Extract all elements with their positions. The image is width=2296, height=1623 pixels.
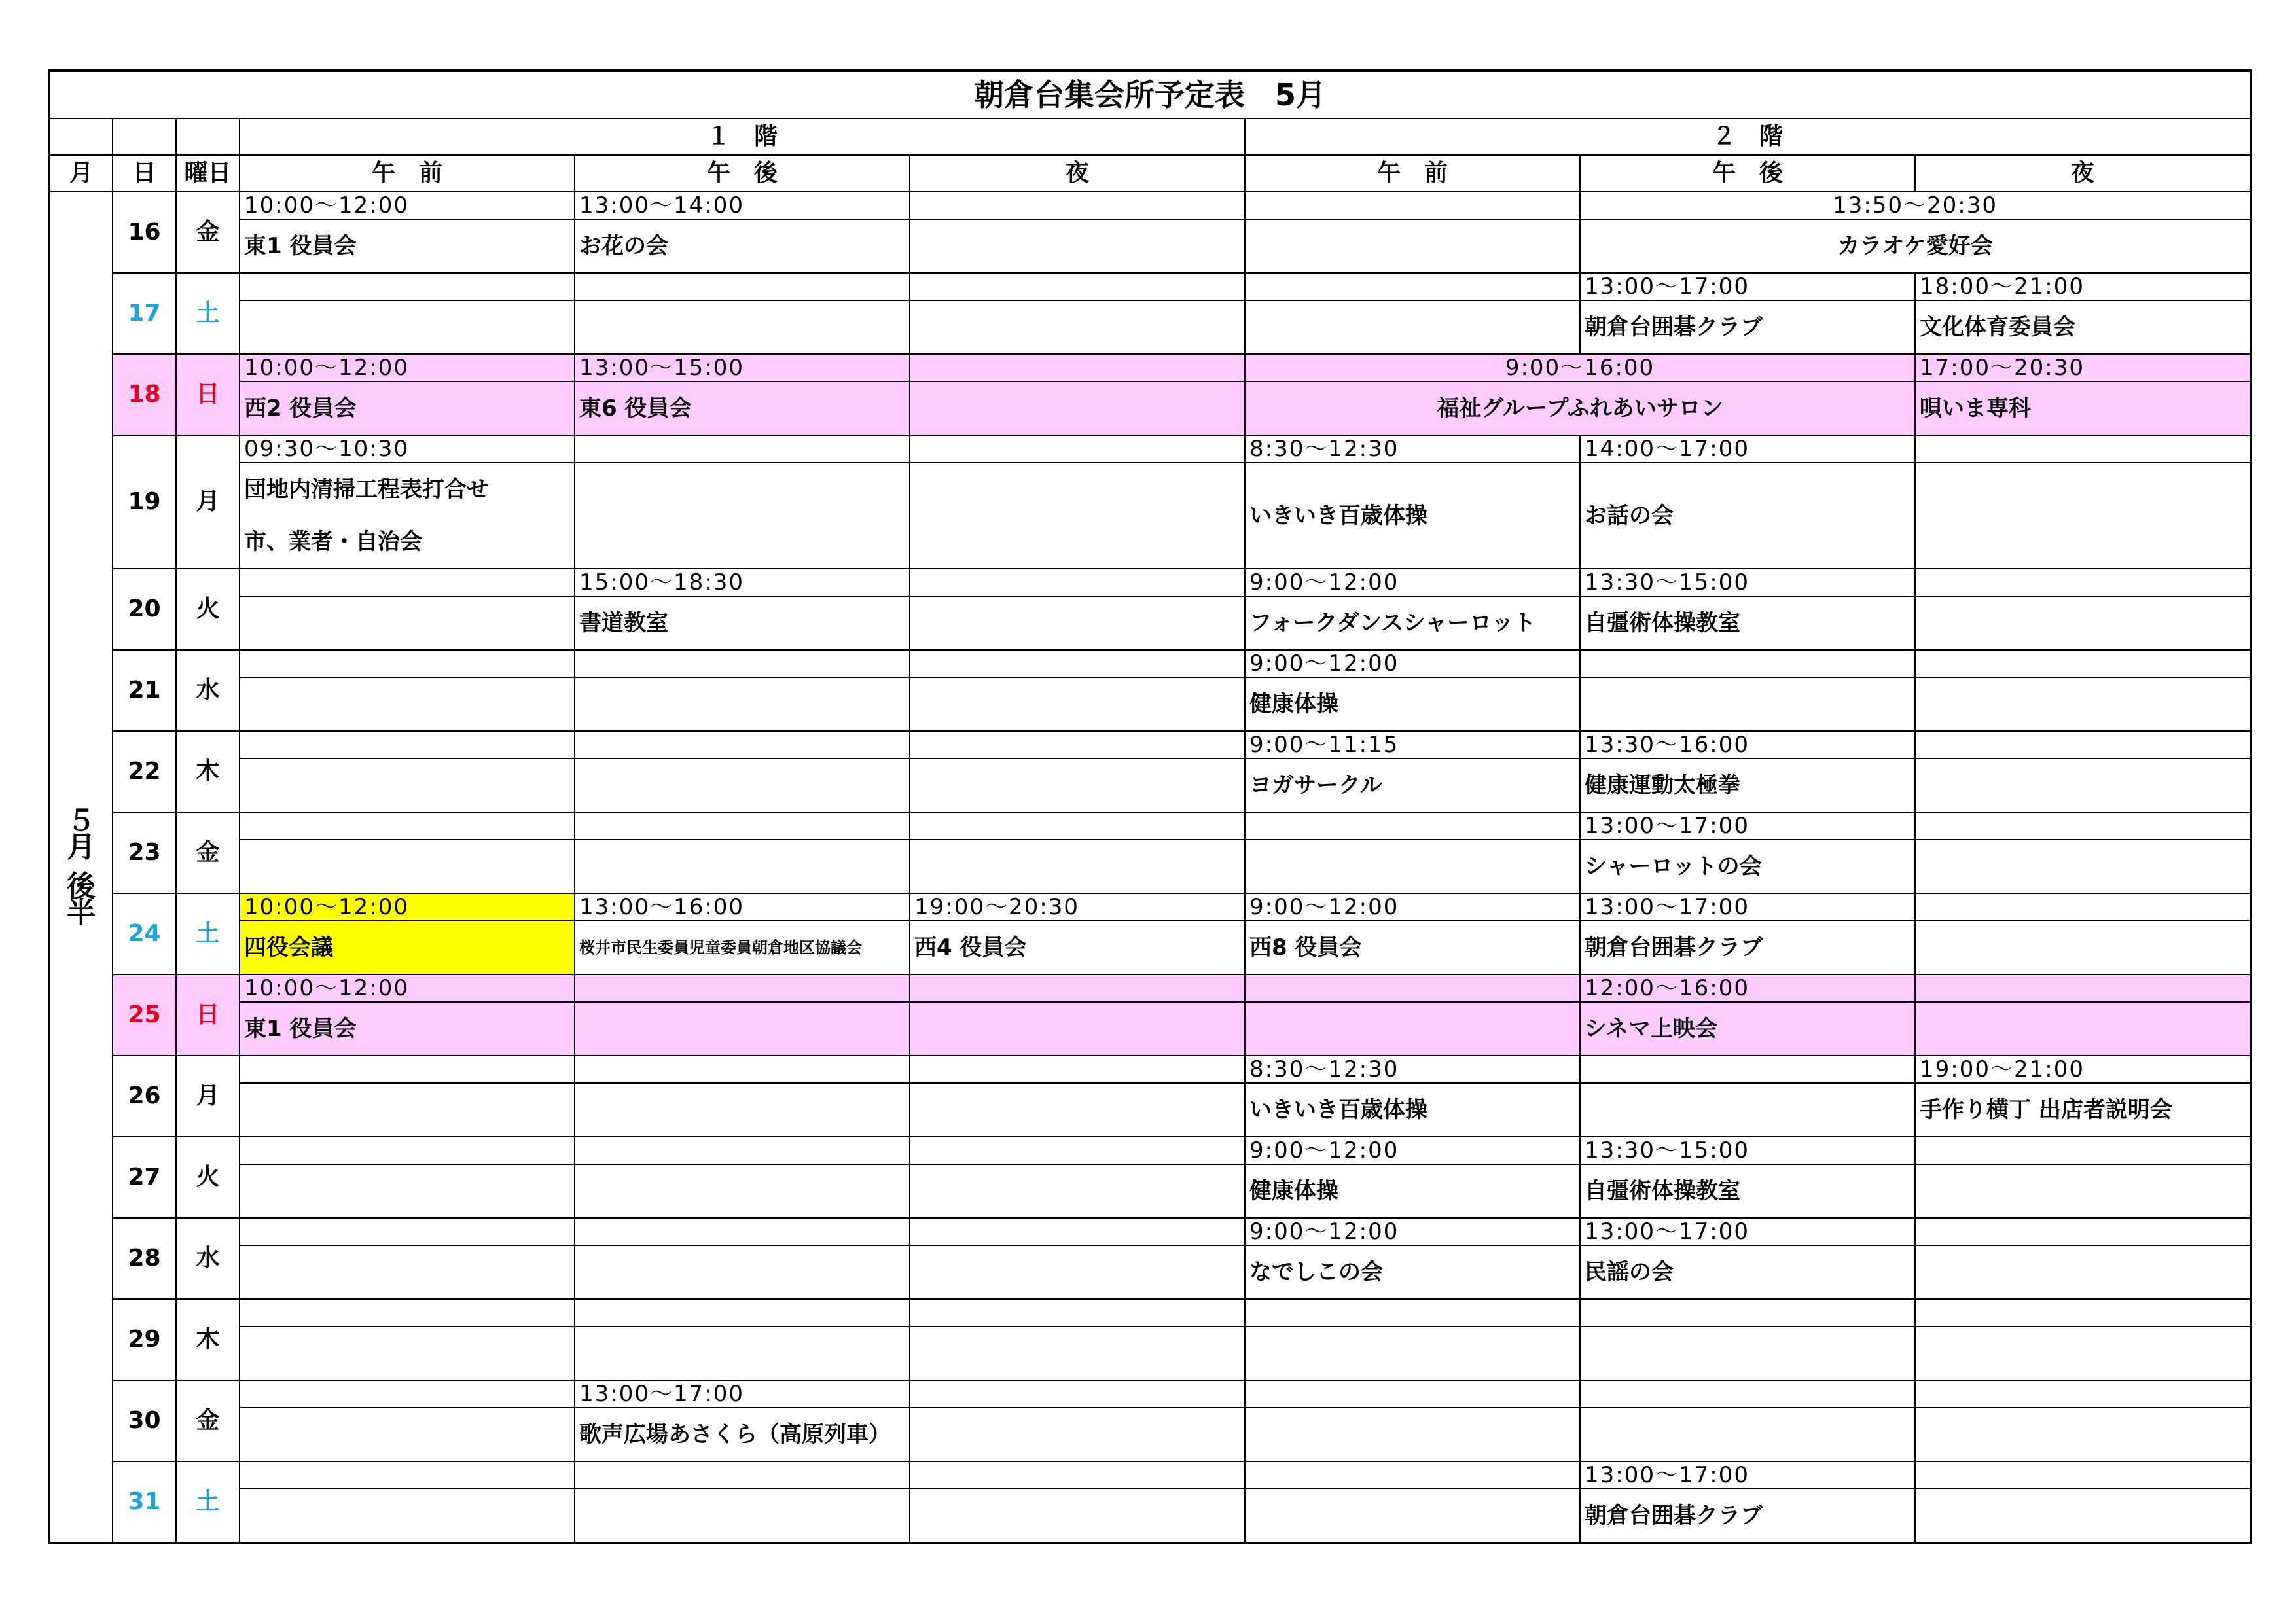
- f1-night-event: [910, 300, 1245, 354]
- day-event-row: [49, 596, 2251, 650]
- f2-pm-event: 自彊術体操教室: [1580, 596, 1915, 650]
- day-time-row: [49, 569, 2251, 596]
- f1-am-event: [240, 1327, 575, 1380]
- f1-am-event: [240, 300, 575, 354]
- f1-am-time: 10:00～12:00: [240, 192, 575, 219]
- day-number: 19: [113, 435, 176, 569]
- f1-night-event: [910, 1164, 1245, 1218]
- day-time-row: [49, 1461, 2251, 1489]
- f1-pm-time: [575, 731, 910, 758]
- f1-night-time: 19:00～20:30: [910, 893, 1245, 921]
- weekday: 日: [176, 974, 240, 1056]
- floor1-night-header: 夜: [910, 155, 1245, 192]
- f2-night-time: [1915, 1461, 2251, 1489]
- f1-am-time: [240, 1137, 575, 1164]
- f2-pm-event: 朝倉台囲碁クラブ: [1580, 921, 1915, 974]
- f1-night-time: [910, 192, 1245, 219]
- month-header: 月: [49, 155, 113, 192]
- f1-night-event: 西4 役員会: [910, 921, 1245, 974]
- f1-am-time: 10:00～12:00: [240, 893, 575, 921]
- f2-am-event: 健康体操: [1245, 677, 1580, 731]
- f2-night-event: [1915, 596, 2251, 650]
- f2-night-time: [1915, 1137, 2251, 1164]
- f1-night-time: [910, 435, 1245, 463]
- f2-am-time: [1245, 192, 1580, 219]
- f1-pm-event: [575, 1164, 910, 1218]
- f1-night-time: [910, 731, 1245, 758]
- f2-am-time: [1245, 1380, 1580, 1408]
- f1-pm-time: [575, 812, 910, 840]
- page-title: 朝倉台集会所予定表 5月: [49, 71, 2251, 118]
- f2-am-time: [1245, 1299, 1580, 1327]
- f1-pm-event: 東6 役員会: [575, 382, 910, 435]
- weekday: 木: [176, 1299, 240, 1380]
- f2-night-event: 手作り横丁 出店者説明会: [1915, 1083, 2251, 1137]
- f2-night-event: [1915, 1489, 2251, 1543]
- f1-am-time: [240, 731, 575, 758]
- f1-am-time: 09:30～10:30: [240, 435, 575, 463]
- f2-pmnight-time: 13:50～20:30: [1580, 192, 2251, 219]
- f2-am-event: [1245, 1002, 1580, 1056]
- weekday-header: 曜日: [176, 155, 240, 192]
- day-number: 30: [113, 1380, 176, 1461]
- f1-night-time: [910, 1218, 1245, 1245]
- weekday: 金: [176, 1380, 240, 1461]
- f1-am-event: [240, 1408, 575, 1461]
- weekday: 月: [176, 1056, 240, 1137]
- weekday: 土: [176, 273, 240, 354]
- f2-night-event: 唄いま専科: [1915, 382, 2251, 435]
- day-number: 31: [113, 1461, 176, 1543]
- day-event-row: [49, 1327, 2251, 1380]
- f1-pm-event: 歌声広場あさくら（高原列車）: [575, 1408, 910, 1461]
- day-time-row: [49, 1056, 2251, 1083]
- weekday: 金: [176, 192, 240, 273]
- schedule-table: [48, 69, 2252, 1544]
- f1-pm-time: [575, 1056, 910, 1083]
- f1-am-event: [240, 758, 575, 812]
- f1-pm-time: [575, 650, 910, 677]
- f2-pm-time: 13:00～17:00: [1580, 812, 1915, 840]
- day-event-row: [49, 382, 2251, 435]
- f1-am-event-line: 団地内清掃工程表打合せ: [244, 476, 489, 503]
- day-number: 24: [113, 893, 176, 974]
- f2-am-time: 9:00～12:00: [1245, 893, 1580, 921]
- f2-night-time: [1915, 1299, 2251, 1327]
- f1-pm-event: [575, 1002, 910, 1056]
- f1-pm-time: [575, 1137, 910, 1164]
- f1-pm-event: [575, 1245, 910, 1299]
- f2-night-time: [1915, 435, 2251, 463]
- f2-night-event: [1915, 840, 2251, 893]
- day-number: 18: [113, 354, 176, 435]
- f2-pm-event: シャーロットの会: [1580, 840, 1915, 893]
- f2-night-time: 19:00～21:00: [1915, 1056, 2251, 1083]
- day-event-row: [49, 677, 2251, 731]
- f1-am-time: [240, 1380, 575, 1408]
- f2-night-time: 18:00～21:00: [1915, 273, 2251, 300]
- f2-pm-event: 民謡の会: [1580, 1245, 1915, 1299]
- f1-am-time: [240, 569, 575, 596]
- f1-pm-time: 13:00～17:00: [575, 1380, 910, 1408]
- f1-am-event: [240, 1245, 575, 1299]
- f2-am-event: フォークダンスシャーロット: [1245, 596, 1580, 650]
- f1-night-event: [910, 1489, 1245, 1543]
- f1-am-time: [240, 1218, 575, 1245]
- floor2-pm-header: 午 後: [1580, 155, 1915, 192]
- f1-am-event: [240, 840, 575, 893]
- f1-night-event: [910, 1245, 1245, 1299]
- weekday: 水: [176, 1218, 240, 1299]
- f1-am-time: [240, 1461, 575, 1489]
- f2-am-event: ヨガサークル: [1245, 758, 1580, 812]
- f2-night-event: [1915, 463, 2251, 569]
- f1-am-event: [240, 596, 575, 650]
- f2-night-time: [1915, 893, 2251, 921]
- header-blank: [49, 118, 113, 155]
- f2-pmnight-event: カラオケ愛好会: [1580, 219, 2251, 273]
- f2-ampm-event: 福祉グループふれあいサロン: [1245, 382, 1915, 435]
- f2-night-time: [1915, 1380, 2251, 1408]
- f1-am-event: [240, 1489, 575, 1543]
- f1-night-event: [910, 1408, 1245, 1461]
- f2-am-time: 8:30～12:30: [1245, 435, 1580, 463]
- f2-night-time: [1915, 1218, 2251, 1245]
- f2-am-event: なでしこの会: [1245, 1245, 1580, 1299]
- schedule-body: [49, 71, 2251, 1543]
- f2-am-time: [1245, 1461, 1580, 1489]
- f1-pm-time: [575, 1218, 910, 1245]
- f1-night-time: [910, 1461, 1245, 1489]
- f2-am-event: [1245, 219, 1580, 273]
- day-event-row: [49, 1083, 2251, 1137]
- day-time-row: [49, 650, 2251, 677]
- floor2-header: ２ 階: [1245, 118, 2251, 155]
- f1-pm-event: [575, 1327, 910, 1380]
- period-month: ５月: [67, 804, 96, 864]
- weekday: 土: [176, 893, 240, 974]
- day-number: 23: [113, 812, 176, 893]
- f2-am-event: いきいき百歳体操: [1245, 1083, 1580, 1137]
- f1-am-event: [240, 1164, 575, 1218]
- day-number: 25: [113, 974, 176, 1056]
- f2-am-event: [1245, 1408, 1580, 1461]
- weekday: 木: [176, 731, 240, 812]
- f1-am-time: [240, 273, 575, 300]
- f1-pm-time: [575, 273, 910, 300]
- floor1-am-header: 午 前: [240, 155, 575, 192]
- day-time-row: [49, 812, 2251, 840]
- weekday: 水: [176, 650, 240, 731]
- f2-pm-event: 朝倉台囲碁クラブ: [1580, 1489, 1915, 1543]
- day-event-row: [49, 1408, 2251, 1461]
- f1-night-event: [910, 382, 1245, 435]
- f1-pm-event: [575, 840, 910, 893]
- f1-night-event: [910, 1327, 1245, 1380]
- f1-night-time: [910, 1299, 1245, 1327]
- day-time-row: [49, 731, 2251, 758]
- f1-night-event: [910, 596, 1245, 650]
- day-time-row: [49, 893, 2251, 921]
- f2-pm-event: シネマ上映会: [1580, 1002, 1915, 1056]
- day-event-row: [49, 1164, 2251, 1218]
- f2-pm-time: 13:30～16:00: [1580, 731, 1915, 758]
- f2-pm-time: 12:00～16:00: [1580, 974, 1915, 1002]
- floor2-am-header: 午 前: [1245, 155, 1580, 192]
- f2-night-time: 17:00～20:30: [1915, 354, 2251, 382]
- day-number: 27: [113, 1137, 176, 1218]
- f1-am-event: 西2 役員会: [240, 382, 575, 435]
- f1-am-event-line: 市、業者・自治会: [244, 529, 422, 555]
- f1-am-time: 10:00～12:00: [240, 354, 575, 382]
- day-event-row: [49, 1002, 2251, 1056]
- f1-night-event: [910, 840, 1245, 893]
- day-event-row: [49, 1489, 2251, 1543]
- f1-night-event: [910, 463, 1245, 569]
- floor1-pm-header: 午 後: [575, 155, 910, 192]
- day-time-row: [49, 192, 2251, 219]
- f2-am-event: 健康体操: [1245, 1164, 1580, 1218]
- f2-pm-time: 13:00～17:00: [1580, 273, 1915, 300]
- f2-am-time: 8:30～12:30: [1245, 1056, 1580, 1083]
- f2-pm-time: 13:30～15:00: [1580, 1137, 1915, 1164]
- f2-night-event: [1915, 1408, 2251, 1461]
- f1-am-event: 東1 役員会: [240, 1002, 575, 1056]
- f1-night-time: [910, 812, 1245, 840]
- f1-night-time: [910, 569, 1245, 596]
- f2-am-event: [1245, 1489, 1580, 1543]
- day-event-row: [49, 840, 2251, 893]
- f2-ampm-time: 9:00～16:00: [1245, 354, 1915, 382]
- day-number: 16: [113, 192, 176, 273]
- f2-am-time: 9:00～12:00: [1245, 1137, 1580, 1164]
- f1-pm-event: [575, 1083, 910, 1137]
- day-event-row: [49, 463, 2251, 569]
- f2-night-event: [1915, 1245, 2251, 1299]
- f1-am-time: 10:00～12:00: [240, 974, 575, 1002]
- day-time-row: [49, 1299, 2251, 1327]
- f1-pm-event: お花の会: [575, 219, 910, 273]
- f1-night-event: [910, 758, 1245, 812]
- f1-night-event: [910, 677, 1245, 731]
- f2-night-event: [1915, 758, 2251, 812]
- day-event-row: [49, 219, 2251, 273]
- f2-pm-time: 14:00～17:00: [1580, 435, 1915, 463]
- f1-pm-time: [575, 1461, 910, 1489]
- f1-night-time: [910, 1137, 1245, 1164]
- day-number: 29: [113, 1299, 176, 1380]
- f2-am-event: [1245, 300, 1580, 354]
- f2-am-event: [1245, 1327, 1580, 1380]
- f2-night-event: [1915, 1327, 2251, 1380]
- f1-night-time: [910, 1056, 1245, 1083]
- f1-am-event: [240, 463, 575, 569]
- f1-pm-time: 15:00～18:30: [575, 569, 910, 596]
- f2-night-event: 文化体育委員会: [1915, 300, 2251, 354]
- f2-pm-time: [1580, 1380, 1915, 1408]
- f2-am-time: 9:00～12:00: [1245, 650, 1580, 677]
- day-time-row: [49, 1380, 2251, 1408]
- floor2-night-header: 夜: [1915, 155, 2251, 192]
- f2-pm-event: [1580, 1327, 1915, 1380]
- period-cell: [49, 192, 113, 1543]
- f2-pm-event: 健康運動太極拳: [1580, 758, 1915, 812]
- f1-pm-time: [575, 1299, 910, 1327]
- f1-pm-event: [575, 463, 910, 569]
- f1-night-time: [910, 1380, 1245, 1408]
- day-time-row: [49, 974, 2251, 1002]
- day-event-row: [49, 921, 2251, 974]
- f2-night-event: [1915, 677, 2251, 731]
- f1-night-event: [910, 219, 1245, 273]
- f2-pm-event: 朝倉台囲碁クラブ: [1580, 300, 1915, 354]
- f2-am-event: いきいき百歳体操: [1245, 463, 1580, 569]
- day-number: 21: [113, 650, 176, 731]
- f2-night-event: [1915, 1002, 2251, 1056]
- f2-night-time: [1915, 569, 2251, 596]
- f1-am-event: [240, 1083, 575, 1137]
- weekday: 火: [176, 569, 240, 650]
- f1-pm-time: [575, 974, 910, 1002]
- f2-night-time: [1915, 812, 2251, 840]
- f2-am-time: 9:00～12:00: [1245, 1218, 1580, 1245]
- day-time-row: [49, 1218, 2251, 1245]
- f2-pm-time: [1580, 1056, 1915, 1083]
- f2-night-time: [1915, 650, 2251, 677]
- weekday: 月: [176, 435, 240, 569]
- f2-pm-time: 13:00～17:00: [1580, 893, 1915, 921]
- f1-pm-time: 13:00～16:00: [575, 893, 910, 921]
- f2-night-time: [1915, 731, 2251, 758]
- day-number: 26: [113, 1056, 176, 1137]
- weekday: 火: [176, 1137, 240, 1218]
- day-number: 20: [113, 569, 176, 650]
- f2-night-event: [1915, 921, 2251, 974]
- f2-am-event: [1245, 840, 1580, 893]
- f2-pm-event: 自彊術体操教室: [1580, 1164, 1915, 1218]
- day-number: 17: [113, 273, 176, 354]
- f2-am-event: 西8 役員会: [1245, 921, 1580, 974]
- f1-am-time: [240, 650, 575, 677]
- f1-pm-event: [575, 677, 910, 731]
- f2-night-time: [1915, 974, 2251, 1002]
- f2-am-time: 9:00～11:15: [1245, 731, 1580, 758]
- day-header: 日: [113, 155, 176, 192]
- weekday: 金: [176, 812, 240, 893]
- f2-am-time: [1245, 974, 1580, 1002]
- f2-pm-event: [1580, 677, 1915, 731]
- day-event-row: [49, 300, 2251, 354]
- day-time-row: [49, 435, 2251, 463]
- f1-pm-time: 13:00～15:00: [575, 354, 910, 382]
- f2-pm-event: [1580, 1083, 1915, 1137]
- f1-pm-event: [575, 758, 910, 812]
- f1-night-event: [910, 1002, 1245, 1056]
- weekday: 日: [176, 354, 240, 435]
- day-number: 28: [113, 1218, 176, 1299]
- f1-pm-time: 13:00～14:00: [575, 192, 910, 219]
- f1-pm-event: [575, 300, 910, 354]
- day-time-row: [49, 1137, 2251, 1164]
- day-event-row: [49, 1245, 2251, 1299]
- f2-pm-event: お話の会: [1580, 463, 1915, 569]
- f1-night-time: [910, 974, 1245, 1002]
- f2-am-time: [1245, 812, 1580, 840]
- header-blank: [113, 118, 176, 155]
- f1-am-event: 四役会議: [240, 921, 575, 974]
- period-half: 後半: [67, 870, 96, 929]
- f1-am-event: [240, 677, 575, 731]
- day-event-row: [49, 758, 2251, 812]
- f1-night-time: [910, 650, 1245, 677]
- day-time-row: [49, 273, 2251, 300]
- f1-am-event: 東1 役員会: [240, 219, 575, 273]
- f2-pm-time: 13:00～17:00: [1580, 1461, 1915, 1489]
- f2-pm-time: 13:30～15:00: [1580, 569, 1915, 596]
- f1-am-time: [240, 1056, 575, 1083]
- f1-night-time: [910, 354, 1245, 382]
- f2-pm-time: 13:00～17:00: [1580, 1218, 1915, 1245]
- f1-pm-event: 桜井市民生委員児童委員朝倉地区協議会: [575, 921, 910, 974]
- f2-pm-time: [1580, 1299, 1915, 1327]
- f1-pm-event: [575, 1489, 910, 1543]
- day-number: 22: [113, 731, 176, 812]
- f1-am-time: [240, 812, 575, 840]
- f1-night-event: [910, 1083, 1245, 1137]
- f2-pm-event: [1580, 1408, 1915, 1461]
- f1-am-time: [240, 1299, 575, 1327]
- f2-am-time: 9:00～12:00: [1245, 569, 1580, 596]
- f1-pm-event: 書道教室: [575, 596, 910, 650]
- f1-pm-time: [575, 435, 910, 463]
- f1-night-time: [910, 273, 1245, 300]
- f2-pm-time: [1580, 650, 1915, 677]
- weekday: 土: [176, 1461, 240, 1543]
- f2-am-time: [1245, 273, 1580, 300]
- floor1-header: １ 階: [240, 118, 1245, 155]
- header-blank: [176, 118, 240, 155]
- f2-night-event: [1915, 1164, 2251, 1218]
- day-time-row: [49, 354, 2251, 382]
